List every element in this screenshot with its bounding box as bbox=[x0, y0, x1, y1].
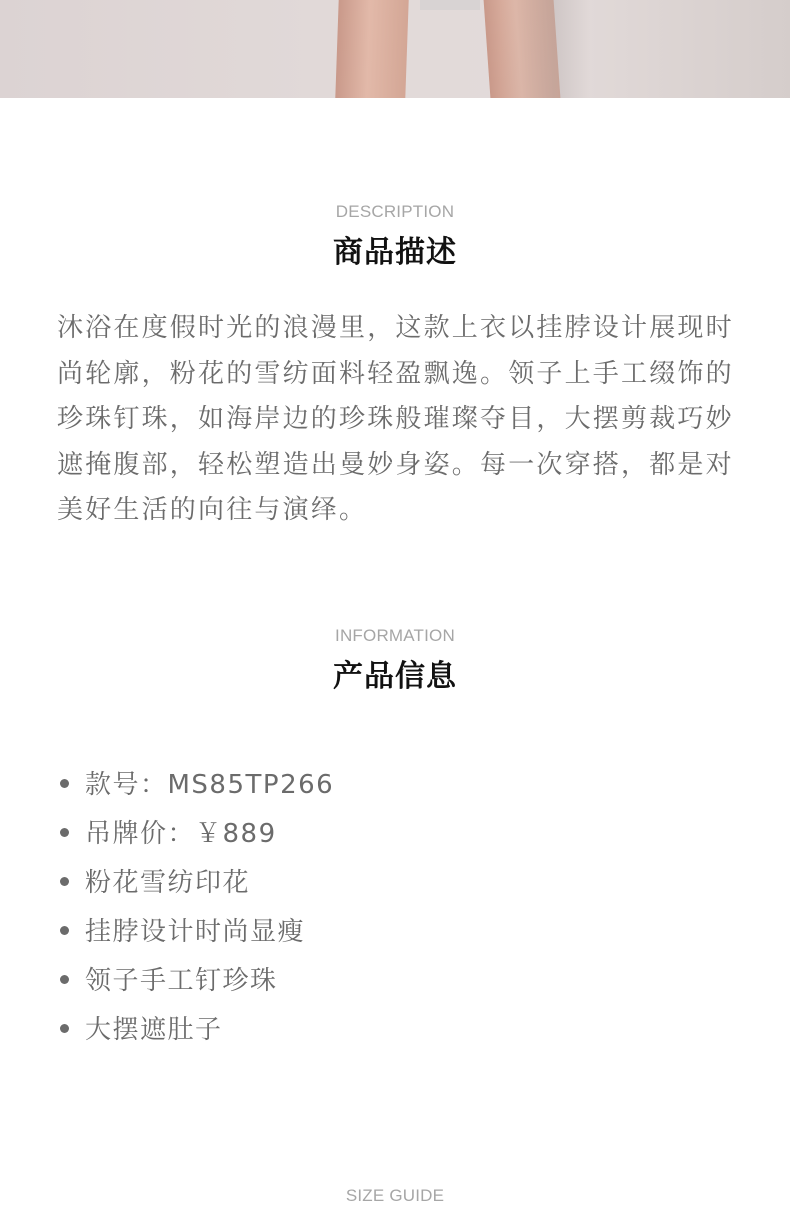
product-photo bbox=[0, 0, 790, 98]
product-info-list bbox=[60, 762, 334, 1056]
size-guide-en-title: SIZE GUIDE bbox=[345, 1186, 445, 1205]
description-en-title: DESCRIPTION bbox=[335, 202, 455, 221]
info-item-fabric bbox=[60, 860, 334, 909]
info-item-text: 大摆遮肚子 bbox=[85, 1015, 223, 1045]
info-item-halter-design bbox=[60, 909, 334, 958]
model-leg-left bbox=[335, 0, 408, 98]
bullet-icon bbox=[60, 779, 69, 788]
info-item-text: 领子手工钉珍珠 bbox=[85, 966, 278, 996]
bullet-icon bbox=[60, 828, 69, 837]
info-item-flared-hem bbox=[60, 1007, 334, 1056]
info-item-tag-price bbox=[60, 811, 334, 860]
information-en-title: INFORMATION bbox=[335, 626, 455, 645]
bullet-icon bbox=[60, 975, 69, 984]
info-item-text: 粉花雪纺印花 bbox=[85, 868, 251, 898]
bullet-icon bbox=[60, 1024, 69, 1033]
description-zh-title: 商品描述 bbox=[333, 235, 457, 270]
bullet-icon bbox=[60, 877, 69, 886]
description-text: 沐浴在度假时光的浪漫里，这款上衣以挂脖设计展现时尚轮廓，粉花的雪纺面料轻盈飘逸。领子上手工缀饰的珍珠钉珠，如海岸边的珍珠般璀璨夺目，大摆剪裁巧妙遮掩腹部，轻松塑造出曼妙身姿。每一次穿搭，都是对美好生活的向往与演绎。 bbox=[57, 313, 734, 525]
info-item-style-number bbox=[60, 762, 334, 811]
garment-hem bbox=[420, 0, 480, 10]
information-zh-title: 产品信息 bbox=[333, 659, 457, 694]
bullet-icon bbox=[60, 926, 69, 935]
photo-shadow bbox=[500, 0, 590, 98]
info-item-text: 吊牌价：￥889 bbox=[85, 819, 277, 849]
info-item-pearl-collar bbox=[60, 958, 334, 1007]
info-item-text: 挂脖设计时尚显瘦 bbox=[85, 917, 306, 947]
info-item-text: 款号：MS85TP266 bbox=[85, 770, 335, 800]
